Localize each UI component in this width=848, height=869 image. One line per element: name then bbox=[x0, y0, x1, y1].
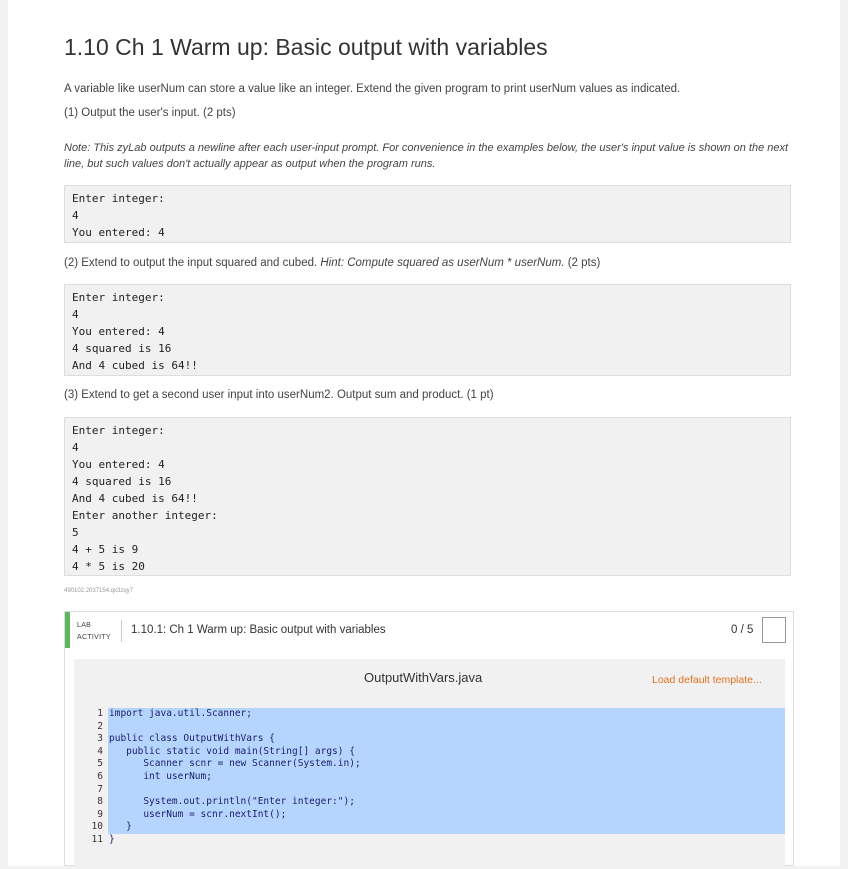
code-text[interactable] bbox=[108, 784, 785, 797]
lab-activity bbox=[64, 611, 794, 866]
example-line: 4 bbox=[72, 209, 79, 222]
line-number: 5 bbox=[97, 758, 103, 770]
line-number: 8 bbox=[97, 796, 103, 808]
load-default-template-link[interactable]: Load default template... bbox=[652, 674, 762, 686]
code-line[interactable] bbox=[74, 758, 785, 771]
code-text[interactable]: Scanner scnr = new Scanner(System.in); bbox=[108, 758, 785, 771]
example-line: 4 * 5 is 20 bbox=[72, 560, 145, 573]
example-line: 4 squared is 16 bbox=[72, 475, 172, 488]
line-number: 4 bbox=[97, 745, 103, 757]
code-text[interactable]: import java.util.Scanner; bbox=[108, 708, 785, 721]
code-text[interactable]: } bbox=[108, 821, 785, 834]
line-number: 3 bbox=[97, 733, 103, 745]
example-line: 4 + 5 is 9 bbox=[72, 543, 139, 556]
example-line: Enter integer: bbox=[72, 291, 165, 304]
example-line: 4 bbox=[72, 441, 79, 454]
example-output-2 bbox=[64, 284, 791, 376]
code-line[interactable] bbox=[74, 809, 785, 822]
code-line[interactable] bbox=[74, 746, 785, 759]
line-number: 7 bbox=[97, 783, 103, 795]
code-text[interactable] bbox=[108, 721, 785, 734]
code-line[interactable] bbox=[74, 834, 785, 847]
line-number: 2 bbox=[97, 720, 103, 732]
example-line: You entered: 4 bbox=[72, 226, 165, 239]
code-line[interactable] bbox=[74, 771, 785, 784]
tracking-id: 490102.2037154.qx3zqy7 bbox=[64, 588, 134, 594]
example-line: Enter integer: bbox=[72, 424, 165, 437]
code-line[interactable] bbox=[74, 821, 785, 834]
code-line[interactable] bbox=[74, 721, 785, 734]
page-title: 1.10 Ch 1 Warm up: Basic output with variables bbox=[64, 34, 548, 60]
example-output-3 bbox=[64, 417, 791, 576]
code-text[interactable]: } bbox=[109, 833, 115, 845]
step-1-text: (1) Output the user's input. (2 pts) bbox=[64, 107, 236, 119]
code-text[interactable]: public static void main(String[] args) { bbox=[108, 746, 785, 759]
code-text[interactable]: userNum = scnr.nextInt(); bbox=[108, 809, 785, 822]
content-page bbox=[8, 0, 840, 866]
intro-text: A variable like userNum can store a value like an integer. Extend the given program to print userNum values as indicated. bbox=[64, 83, 681, 95]
code-line[interactable] bbox=[74, 796, 785, 809]
line-number: 10 bbox=[91, 821, 103, 833]
code-editor[interactable] bbox=[74, 659, 785, 869]
step-3-text: (3) Extend to get a second user input into userNum2. Output sum and product. (1 pt) bbox=[64, 389, 494, 401]
line-number: 1 bbox=[97, 708, 103, 719]
example-line: You entered: 4 bbox=[72, 325, 165, 338]
example-line: 4 squared is 16 bbox=[72, 342, 172, 355]
code-area[interactable] bbox=[74, 708, 785, 847]
example-line: And 4 cubed is 64!! bbox=[72, 492, 198, 505]
completion-badge-icon bbox=[762, 617, 786, 643]
example-line: 4 bbox=[72, 308, 79, 321]
lab-accent-bar bbox=[65, 612, 70, 648]
lab-score: 0 / 5 bbox=[731, 624, 754, 636]
example-line: Enter another integer: bbox=[72, 509, 218, 522]
line-number: 11 bbox=[91, 833, 103, 845]
lab-title: 1.10.1: Ch 1 Warm up: Basic output with variables bbox=[131, 624, 386, 636]
code-line[interactable] bbox=[74, 784, 785, 797]
divider bbox=[121, 620, 122, 642]
code-line[interactable] bbox=[74, 733, 785, 746]
code-line[interactable] bbox=[74, 708, 785, 721]
example-output-1 bbox=[64, 185, 791, 243]
line-number: 6 bbox=[97, 770, 103, 782]
example-line: And 4 cubed is 64!! bbox=[72, 359, 198, 372]
file-name: OutputWithVars.java bbox=[364, 670, 483, 685]
code-text[interactable]: public class OutputWithVars { bbox=[108, 733, 785, 746]
line-number: 9 bbox=[97, 808, 103, 820]
code-text[interactable]: System.out.println("Enter integer:"); bbox=[108, 796, 785, 809]
note-text: Note: This zyLab outputs a newline after each user-input prompt. For convenience in the examples below, the user's input value is shown on the next line, but such values don't actually appear as output when the program runs. bbox=[64, 142, 789, 170]
code-text[interactable]: int userNum; bbox=[108, 771, 785, 784]
example-line: Enter integer: bbox=[72, 192, 165, 205]
lab-activity-label: LAB ACTIVITY bbox=[77, 622, 111, 641]
step-2-text: (2) Extend to output the input squared and cubed. Hint: Compute squared as userNum * userNum. (2 pts) bbox=[64, 257, 601, 269]
example-line: You entered: 4 bbox=[72, 458, 165, 471]
example-line: 5 bbox=[72, 526, 79, 539]
